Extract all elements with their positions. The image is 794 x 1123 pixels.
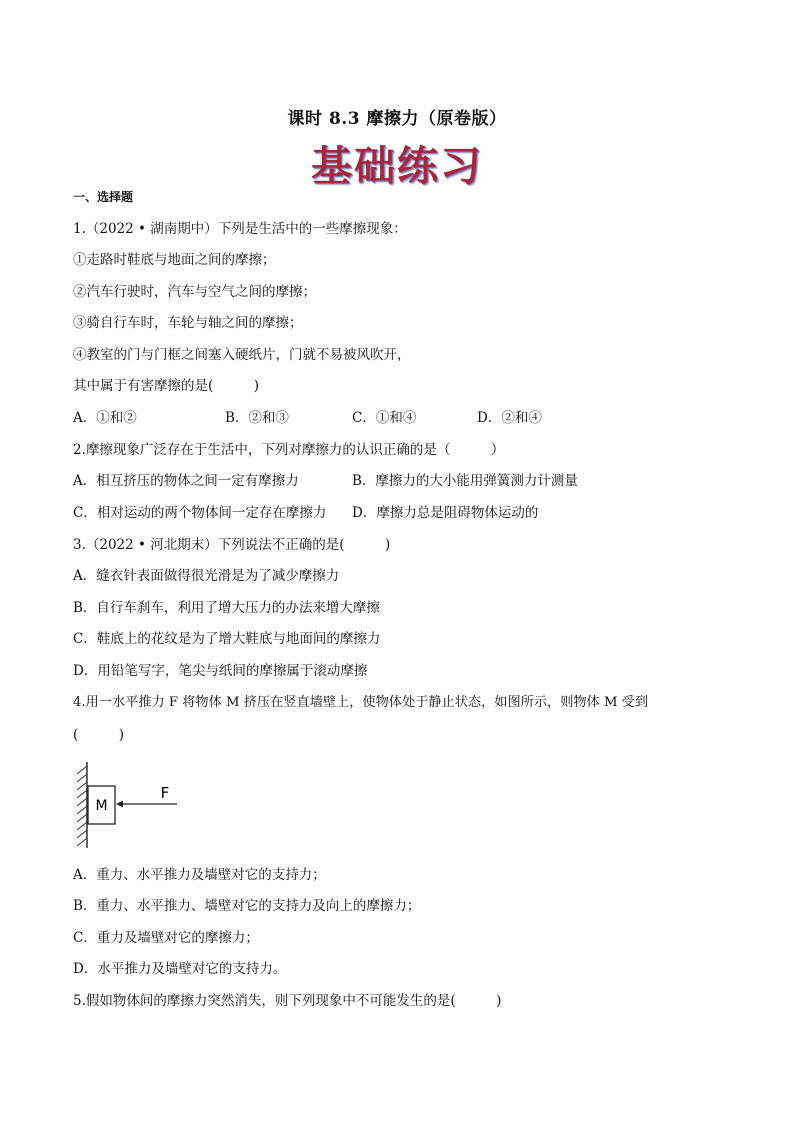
q4-stem: 4.用一水平推力 F 将物体 M 挤压在竖直墙壁上，使物体处于静止状态，如图所示，则物体 M 受到 [73, 695, 649, 710]
q3-option-a: A．缝衣针表面做得很光滑是为了减少摩擦力 [73, 568, 340, 584]
block-m-label: M [95, 798, 108, 814]
q2-option-a: A．相互挤压的物体之间一定有摩擦力 [73, 473, 299, 489]
q4-option-b: B．重力、水平推力、墙壁对它的支持力及向上的摩擦力； [73, 898, 421, 914]
wall-block-force-figure [73, 760, 183, 850]
page-title: 课时 8.3 摩擦力（原卷版） [287, 109, 507, 129]
q4-stem-blank: ( ) [73, 727, 125, 743]
q3-option-d: D．用铅笔写字，笔尖与纸间的摩擦属于滚动摩擦 [73, 663, 368, 679]
q2-option-d: D．摩擦力总是阻碍物体运动的 [352, 505, 539, 521]
q1-option-c: C．①和④ [352, 410, 417, 426]
q4-option-a: A．重力、水平推力及墙壁对它的支持力； [73, 867, 326, 883]
q2-stem: 2.摩擦现象广泛存在于生活中，下列对摩擦力的认识正确的是（ ） [73, 442, 505, 458]
q4-option-c: C．重力及墙壁对它的摩擦力； [73, 930, 259, 946]
q1-item-1: ①走路时鞋底与地面之间的摩擦； [73, 252, 276, 268]
q1-item-2: ②汽车行驶时，汽车与空气之间的摩擦； [73, 284, 316, 300]
force-label: F [160, 784, 170, 802]
q1-stem: 1.（2022 • 湖南期中）下列是生活中的一些摩擦现象： [73, 221, 407, 237]
q4-option-d: D．水平推力及墙壁对它的支持力。 [73, 961, 287, 977]
q3-stem: 3.（2022 • 河北期末）下列说法不正确的是( ) [73, 537, 391, 553]
q1-option-d: D．②和④ [477, 410, 542, 426]
section-heading: 一、选择题 [73, 190, 134, 204]
q3-option-b: B．自行车刹车，利用了增大压力的办法来增大摩擦 [73, 600, 380, 616]
banner-heading: 基础练习 [311, 142, 483, 190]
q1-ask: 其中属于有害摩擦的是( ) [73, 378, 260, 394]
q1-item-4: ④教室的门与门框之间塞入硬纸片，门就不易被风吹开， [73, 347, 411, 363]
q1-option-a: A．①和② [73, 410, 137, 426]
q1-option-b: B．②和③ [225, 410, 289, 426]
q1-item-3: ③骑自行车时，车轮与轴之间的摩擦； [73, 315, 303, 331]
wall-hatching [77, 762, 87, 848]
q2-option-c: C．相对运动的两个物体间一定存在摩擦力 [73, 505, 327, 521]
q2-option-b: B．摩擦力的大小能用弹簧测力计测量 [352, 473, 578, 489]
q5-stem: 5.假如物体间的摩擦力突然消失，则下列现象中不可能发生的是( ) [73, 993, 502, 1009]
q3-option-c: C．鞋底上的花纹是为了增大鞋底与地面间的摩擦力 [73, 631, 381, 647]
force-arrow-head [116, 801, 123, 808]
